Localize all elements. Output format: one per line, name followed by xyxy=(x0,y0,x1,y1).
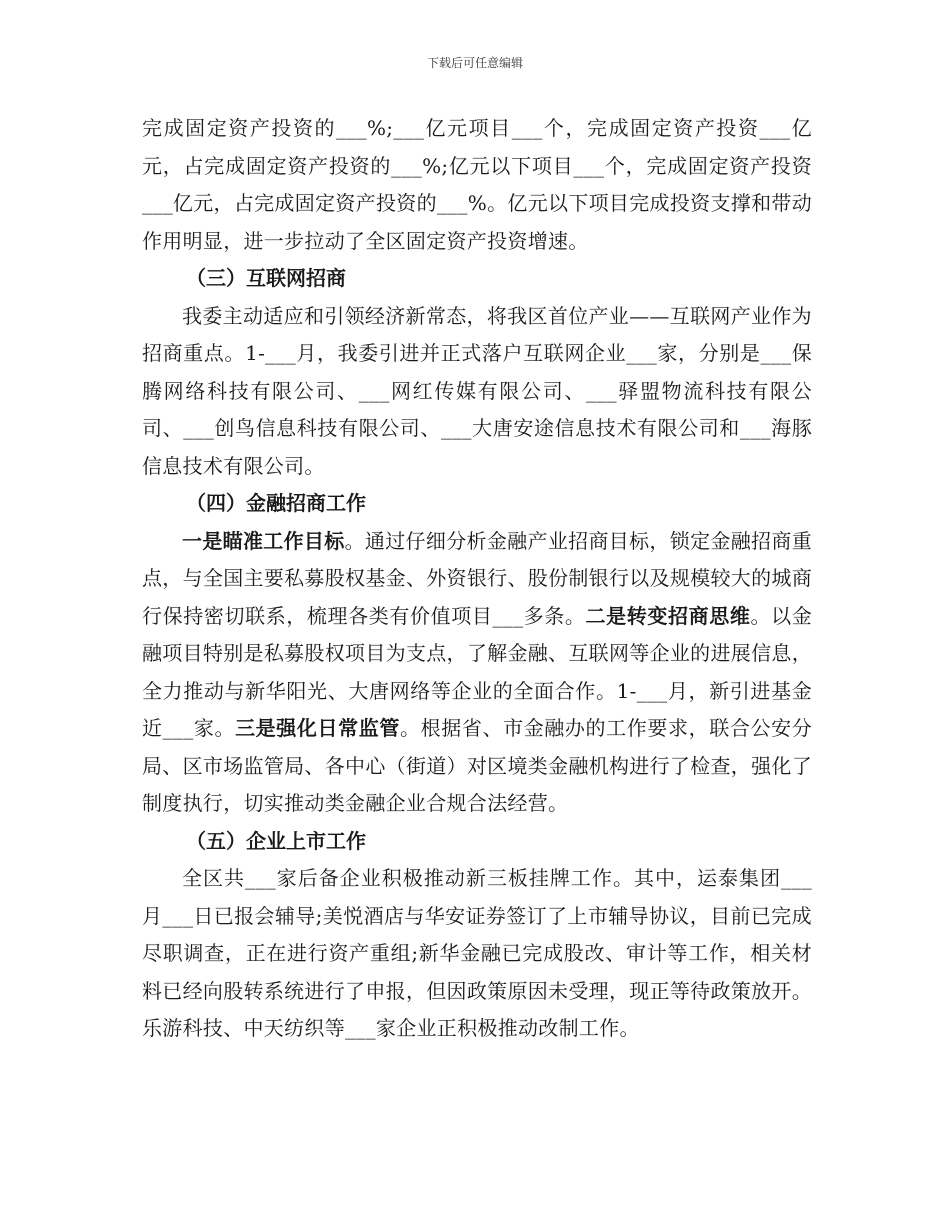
paragraph-investment: 完成固定资产投资的___%;___亿元项目___个，完成固定资产投资___亿元，占完成固定资产投资的___%;亿元以下项目___个，完成固定资产投资___亿元，占完成固定资产投资的___%。亿元以下项目完成投资支撑和带动作用明显，进一步拉动了全区固定资产投资增速。 xyxy=(142,116,812,253)
section-heading-internet: （三）互联网招商 xyxy=(186,266,346,290)
finance-text-3: 。根据省、市金融办的工作要求，联合公安分局、区市场监管局、各中心（街道）对区境类金融机构进行了检查，强化了制度执行，切实推动类金融企业合规合法经营。 xyxy=(142,716,812,815)
paragraph-finance xyxy=(142,523,812,823)
section-heading-listing: （五）企业上市工作 xyxy=(186,828,366,853)
lead-target: 一是瞄准工作目标 xyxy=(182,528,345,553)
document-body xyxy=(142,110,812,1048)
paragraph-listing: 全区共___家后备企业积极推动新三板挂牌工作。其中，运泰集团___月___日已报会辅导;美悦酒店与华安证券签订了上市辅导协议，目前已完成尽职调查，正在进行资产重组;新华金融已完成股改、审计等工作，相关材料已经向股转系统进行了申报，但因政策原因未受理，现正等待政策放开。乐游科技、中天纺织等___家企业正积极推动改制工作。 xyxy=(142,866,812,1040)
lead-thinking: 二是转变招商思维 xyxy=(585,603,751,628)
lead-supervision: 三是强化日常监管 xyxy=(235,716,400,740)
finance-text-2: 。以金融项目特别是私募股权项目为支点，了解金融、互联网等企业的进展信息，全力推动与新华阳光、大唐网络等企业的全面合作。1-___月，新引进基金近___家。 xyxy=(142,603,812,740)
section-heading-finance: （四）金融招商工作 xyxy=(186,491,366,515)
finance-text-1: 。通过仔细分析金融产业招商目标，锁定金融招商重点，与全国主要私募股权基金、外资银行、股份制银行以及规模较大的城商行保持密切联系，梳理各类有价值项目___多条。 xyxy=(142,528,812,628)
page-header: 下载后可任意编辑 xyxy=(426,56,523,70)
paragraph-internet: 我委主动适应和引领经济新常态，将我区首位产业——互联网产业作为招商重点。1-___月，我委引进并正式落户互联网企业___家，分别是___保腾网络科技有限公司、___网红传媒有限公司、___驿盟物流科技有限公司、___创鸟信息科技有限公司、___大唐安途信息技术有限公司和___海豚信息技术有限公司。 xyxy=(142,303,812,478)
